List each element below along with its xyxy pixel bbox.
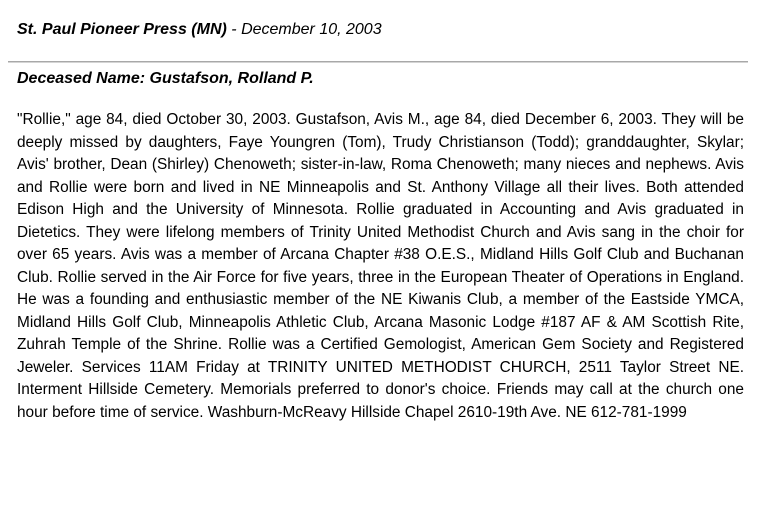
publication-date: December 10, 2003	[241, 21, 382, 38]
deceased-name: Gustafson, Rolland P.	[149, 70, 314, 87]
source-header	[17, 20, 382, 40]
header-divider	[8, 61, 748, 63]
newspaper-name: St. Paul Pioneer Press (MN)	[17, 21, 227, 38]
obituary-text: "Rollie," age 84, died October 30, 2003. Gustafson, Avis M., age 84, died December 6, 2003. They will be deeply missed by daughters, Faye Youngren (Tom), Trudy Christianson (Todd); granddaughter, Skylar; Avis' brother, Dean (Shirley) Chenoweth; sister-in-law, Roma Chenoweth; many nieces and nephews. Avis and Rollie were born and lived in NE Minneapolis and St. Anthony Village all their lives. Both attended Edison High and the University of Minnesota. Rollie graduated in Accounting and Avis graduated in Dietetics. They were lifelong members of Trinity United Methodist Church and Avis sang in the choir for over 65 years. Avis was a member of Arcana Chapter #38 O.E.S., Midland Hills Golf Club and Buchanan Club. Rollie served in the Air Force for five years, three in the European Theater of Operations in England. He was a founding and enthusiastic member of the NE Kiwanis Club, a member of the Eastside YMCA, Midland Hills Golf Club, Minneapolis Athletic Club, Arcana Masonic Lodge #187 AF & AM Scottish Rite, Zuhrah Temple of the Shrine. Rollie was a Certified Gemologist, American Gem Society and Registered Jeweler. Services 11AM Friday at TRINITY UNITED METHODIST CHURCH, 2511 Taylor Street NE. Interment Hillside Cemetery. Memorials preferred to donor's choice. Friends may call at the church one hour before time of service. Washburn-McReavy Hillside Chapel 2610-19th Ave. NE 612-781-1999	[17, 111, 744, 421]
deceased-label: Deceased Name:	[17, 70, 146, 87]
deceased-name-line	[17, 69, 314, 89]
header-separator: -	[226, 21, 242, 38]
